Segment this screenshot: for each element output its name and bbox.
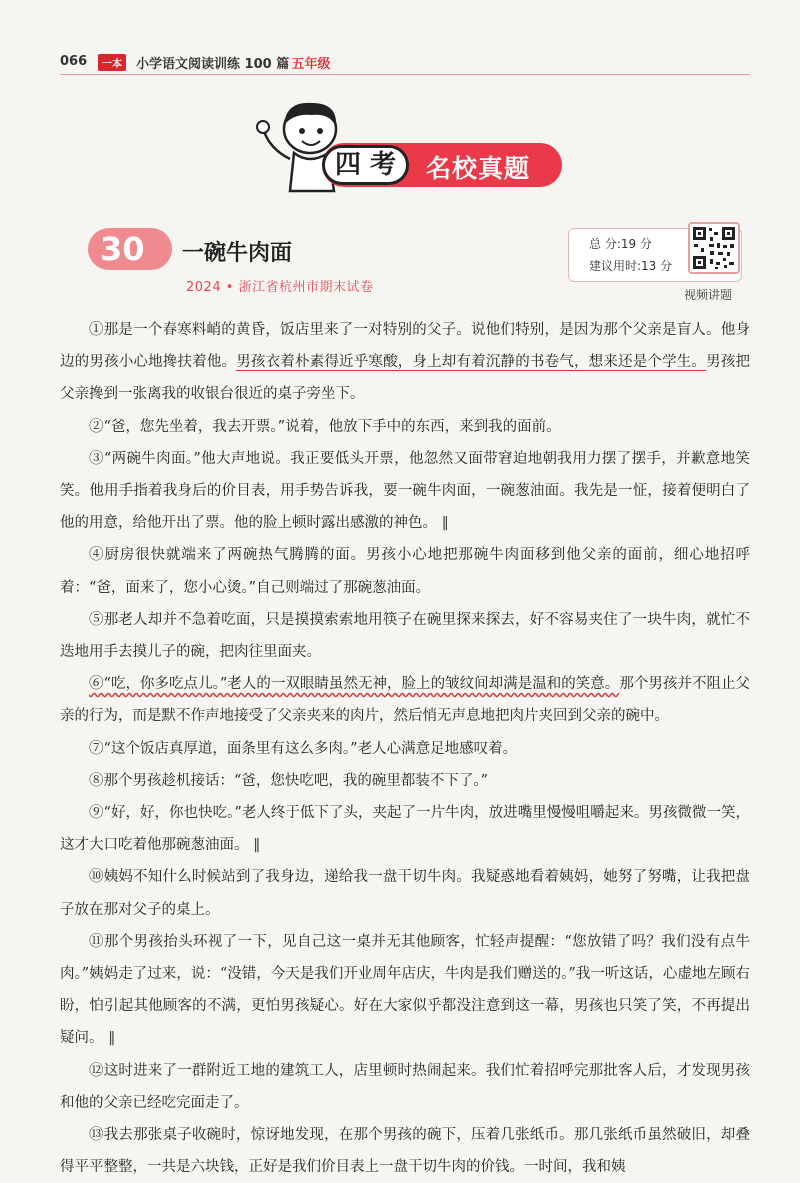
total-score-row [589, 235, 652, 252]
header-divider [60, 74, 750, 75]
qr-code-icon[interactable] [688, 222, 740, 274]
lesson-source: 2024 • 浙江省杭州市期末试卷 [186, 280, 374, 295]
lesson-title: 一碗牛肉面 [182, 241, 293, 266]
section-separator: ‖ [253, 837, 261, 854]
section-label: 四 考 [322, 145, 409, 185]
running-header [60, 52, 750, 74]
paragraph-12: ⑫这时进来了一群附近工地的建筑工人，店里顿时热闹起来。我们忙着招呼完那批客人后，才发现男孩和他的父亲已经吃完面走了。 [60, 1062, 750, 1111]
section-separator: ‖ [441, 515, 449, 532]
grade-label: · 五年级 [282, 57, 331, 72]
paragraph-6: ⑥“吃，你多吃点儿。”老人的一双眼睛虽然无神，脸上的皱纹间却满是温和的笑意。那个男孩并不阻止父亲的行为，而是默不作声地接受了父亲夹来的肉片，然后悄无声息地把肉片夹回到父亲的碗中。 [60, 676, 751, 725]
brand-logo: 一本 [98, 54, 126, 71]
underlined-sentence: 男孩衣着朴素得近乎寒酸，身上却有着沉静的书卷气，想来还是个学生。 [236, 354, 707, 371]
paragraph-9: ⑨“好，好，你也快吃。”老人终于低下了头，夹起了一片牛肉，放进嘴里慢慢咀嚼起来。男孩微微一笑，这才大口吃着他那碗葱油面。 ‖ [60, 805, 750, 854]
paragraph-4: ④厨房很快就端来了两碗热气腾腾的面。男孩小心地把那碗牛肉面移到他父亲的面前，细心地招呼着：“爸，面来了，您小心烫。”自己则端过了那碗葱油面。 [60, 547, 750, 596]
article-body [60, 314, 750, 1183]
series-title: 小学语文阅读训练 100 篇 [136, 57, 290, 72]
total-score-value: 19 分 [620, 237, 652, 251]
wavy-underlined-sentence: ⑥“吃，你多吃点儿。”老人的一双眼睛虽然无神，脸上的皱纹间却满是温和的笑意。 [89, 676, 620, 693]
paragraph-2: ②“爸，您先坐着，我去开票。”说着，他放下手中的东西，来到我的面前。 [89, 418, 561, 435]
paragraph-10: ⑩姨妈不知什么时候站到了我身边，递给我一盘干切牛肉。我疑惑地看着姨妈，她努了努嘴，让我把盘子放在那对父子的桌上。 [60, 869, 750, 918]
suggested-time-value: 13 分 [641, 259, 673, 273]
paragraph-11: ⑪那个男孩抬头环视了一下，见自己这一桌并无其他顾客，忙轻声提醒：“您放错了吗？我们没有点牛肉。”姨妈走了过来，说：“没错，今天是我们开业周年店庆，牛肉是我们赠送的。”我一听这话，心虚地左顾右盼，怕引起其他顾客的不满，更怕男孩疑心。好在大家似乎都没注意到这一幕，男孩也只笑了笑，不再提出疑问。 ‖ [60, 933, 750, 1047]
paragraph-7: ⑦“这个饭店真厚道，面条里有这么多肉。”老人心满意足地感叹着。 [89, 740, 518, 757]
section-separator: ‖ [108, 1030, 116, 1047]
suggested-time-label: 建议用时: [589, 259, 642, 273]
page-number: 066 [60, 54, 88, 69]
paragraph-5: ⑤那老人却并不急着吃面，只是摸摸索索地用筷子在碗里探来探去，好不容易夹住了一块牛肉，就忙不迭地用手去摸儿子的碗，把肉往里面夹。 [60, 611, 750, 661]
paragraph-13: ⑬我去那张桌子收碗时，惊讶地发现，在那个男孩的碗下，压着几张纸币。那几张纸币虽然破旧，却叠得平平整整，一共是六块钱，正好是我们价目表上一盘干切牛肉的价钱。一时间，我和姨 [60, 1127, 750, 1176]
suggested-time-row [589, 257, 672, 274]
paragraph-1: ①那是一个春寒料峭的黄昏，饭店里来了一对特别的父子。说他们特别，是因为那个父亲是盲人。他身边的男孩小心地搀扶着他。男孩衣着朴素得近乎寒酸，身上却有着沉静的书卷气，想来还是个学生。男孩把父亲搀到一张离我的收银台很近的桌子旁坐下。 [60, 322, 751, 403]
total-score-label: 总 分: [589, 237, 621, 251]
paragraph-8: ⑧那个男孩趁机接话：“爸，您快吃吧，我的碗里都装不下了。” [89, 772, 489, 789]
section-banner [250, 95, 570, 205]
paragraph-3: ③“两碗牛肉面。”他大声地说。我正要低头开票，他忽然又面带窘迫地朝我用力摆了摆手，并歉意地笑笑。他用手指着我身后的价目表，用手势告诉我，要一碗牛肉面，一碗葱油面。我先是一怔，接着便明白了他的用意，给他开出了票。他的脸上顿时露出感激的神色。 ‖ [60, 450, 750, 532]
lesson-number: 30 [100, 230, 145, 268]
banner-label: 名校真题 [426, 154, 531, 183]
video-lecture-label: 视频讲题 [684, 288, 733, 302]
